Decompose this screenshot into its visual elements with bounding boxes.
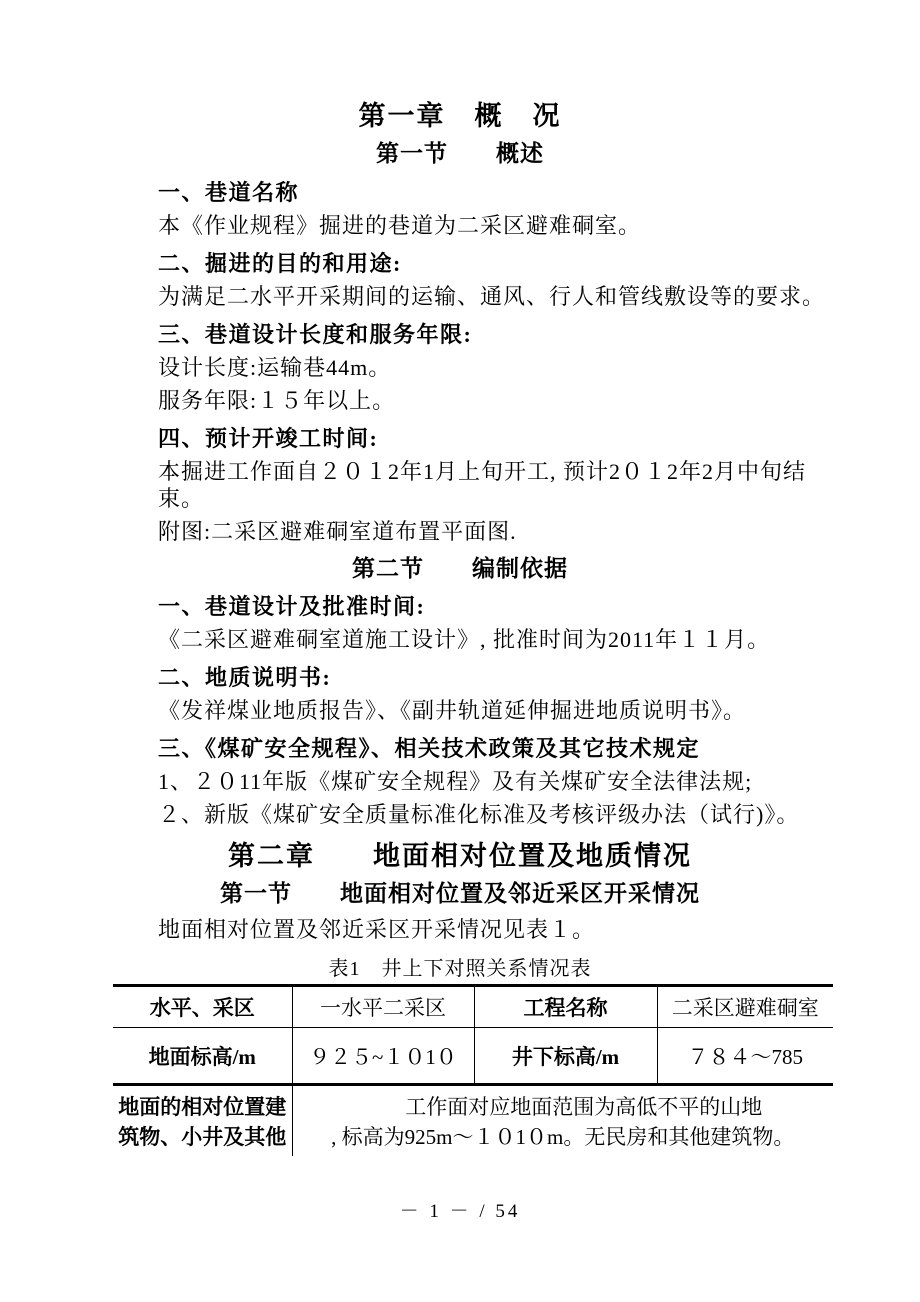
paragraph: 《发祥煤业地质报告》、《副井轨道延伸掘进地质说明书》。 — [158, 698, 747, 723]
table-caption: 表1 井上下对照关系情况表 — [328, 958, 592, 980]
table-header-cell: 水平、采区 — [113, 986, 292, 1028]
table-merged-cell — [292, 1085, 833, 1156]
table-row — [113, 1028, 833, 1085]
chapter-2-title: 第二章 地面相对位置及地质情况 — [228, 841, 692, 871]
merged-cell-line-1: 工作面对应地面范围为高低不平的山地 — [405, 1094, 763, 1119]
paragraph: 本掘进工作面自２０１2年1月上旬开工, 预计2０１2年2月中旬结束。 — [158, 459, 807, 511]
paragraph: 《二采区避难硐室道施工设计》, 批准时间为2011年１１月。 — [158, 627, 771, 652]
numbered-heading-1: 一、巷道名称 — [158, 180, 300, 205]
chapter-1-title: 第一章 概 况 — [358, 101, 562, 131]
paragraph: 1、２０11年版《煤矿安全规程》及有关煤矿安全法律法规; — [158, 769, 753, 794]
paragraph: 服务年限:１５年以上。 — [158, 388, 396, 413]
merged-cell-line-2: , 标高为925m～１０1０m。无民房和其他建筑物。 — [331, 1124, 795, 1149]
table-header-cell: 井下标高/m — [474, 1028, 657, 1085]
table-header-cell: 地面标高/m — [113, 1028, 292, 1085]
table-value-cell: 二采区避难硐室 — [657, 986, 833, 1028]
numbered-heading-3: 三、《煤矿安全规程》、相关技术政策及其它技术规定 — [158, 736, 701, 761]
section-2-1-title: 第一节 地面相对位置及邻近采区开采情况 — [220, 881, 700, 906]
table-value-cell: ９２５~１０1０ — [292, 1028, 474, 1085]
table-value-cell: 一水平二采区 — [292, 986, 474, 1028]
paragraph: 地面相对位置及邻近采区开采情况见表１。 — [158, 917, 596, 942]
numbered-heading-2: 二、地质说明书: — [158, 665, 332, 690]
paragraph: 本《作业规程》掘进的巷道为二采区避难硐室。 — [158, 213, 642, 238]
paragraph: ２、新版《煤矿安全质量标准化标准及考核评级办法（试行)》。 — [158, 802, 800, 827]
table-row — [113, 1085, 833, 1156]
paragraph: 为满足二水平开采期间的运输、通风、行人和管线敷设等的要求。 — [158, 284, 826, 309]
numbered-heading-3: 三、巷道设计长度和服务年限: — [158, 322, 473, 347]
section-1-2-title: 第二节 编制依据 — [352, 556, 568, 581]
table-value-cell: ７８４～785 — [657, 1028, 833, 1085]
table-header-cell: 地面的相对位置建筑物、小井及其他 — [113, 1085, 292, 1156]
numbered-heading-1: 一、巷道设计及批准时间: — [158, 594, 426, 619]
paragraph: 设计长度:运输巷44m。 — [158, 355, 392, 380]
numbered-heading-2: 二、掘进的目的和用途: — [158, 251, 402, 276]
numbered-heading-4: 四、预计开竣工时间: — [158, 426, 379, 451]
table-row — [113, 986, 833, 1028]
section-1-1-title: 第一节 概述 — [376, 141, 544, 166]
paragraph: 附图:二采区避难硐室道布置平面图. — [158, 519, 517, 544]
table-header-cell: 工程名称 — [474, 986, 657, 1028]
surface-underground-comparison-table — [113, 984, 833, 1156]
page-number: － 1 － / 54 — [399, 1201, 521, 1222]
